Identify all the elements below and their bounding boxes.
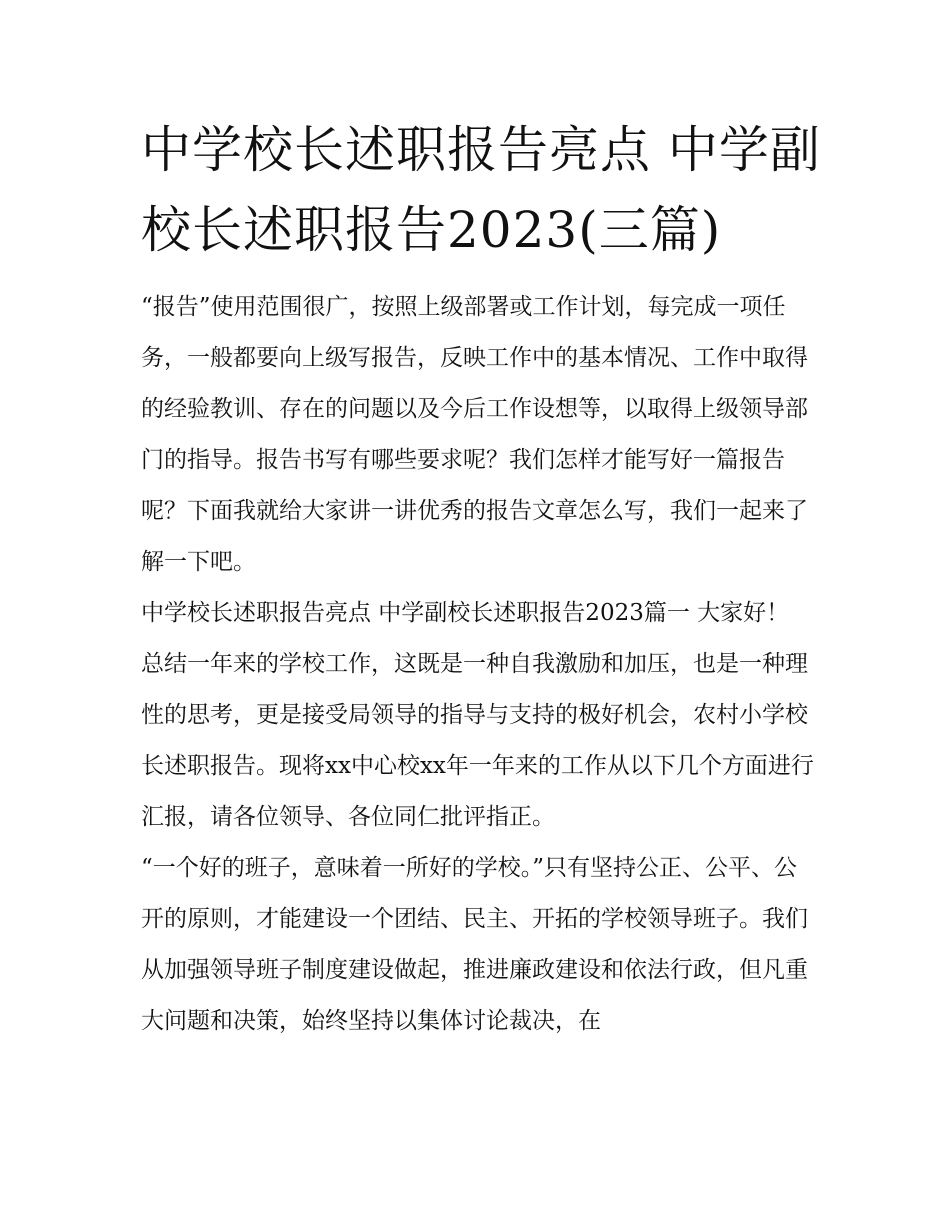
paragraph-summary: 总结一年来的学校工作，这既是一种自我激励和加压，也是一种理性的思考，更是接受局领导的指导与支持的极好机会，农村小学校长述职报告。现将xx中心校xx年一年来的工作从以下几个方面进行汇报，请各位领导、各位同仁批评指正。 — [141, 651, 814, 830]
paragraph-intro: “报告”使用范围很广，按照上级部署或工作计划，每完成一项任务，一般都要向上级写报告，反映工作中的基本情况、工作中取得的经验教训、存在的问题以及今后工作设想等，以取得上级领导部门的指导。报告书写有哪些要求呢？我们怎样才能写好一篇报告呢？下面我就给大家讲一讲优秀的报告文章怎么写，我们一起来了解一下吧。 — [141, 294, 808, 575]
document-title: 中学校长述职报告亮点 中学副校长述职报告2023(三篇) — [141, 121, 821, 259]
paragraph-heading: 中学校长述职报告亮点 中学副校长述职报告2023篇一 大家好！ — [141, 600, 790, 626]
paragraph-leadership: “一个好的班子，意味着一所好的学校。”只有坚持公正、公平、公开的原则，才能建设一个团结、民主、开拓的学校领导班子。我们从加强领导班子制度建设做起，推进廉政建设和依法行政，但凡重大问题和决策，始终坚持以集体讨论裁决，在 — [141, 855, 808, 1034]
document-body — [141, 282, 819, 1047]
